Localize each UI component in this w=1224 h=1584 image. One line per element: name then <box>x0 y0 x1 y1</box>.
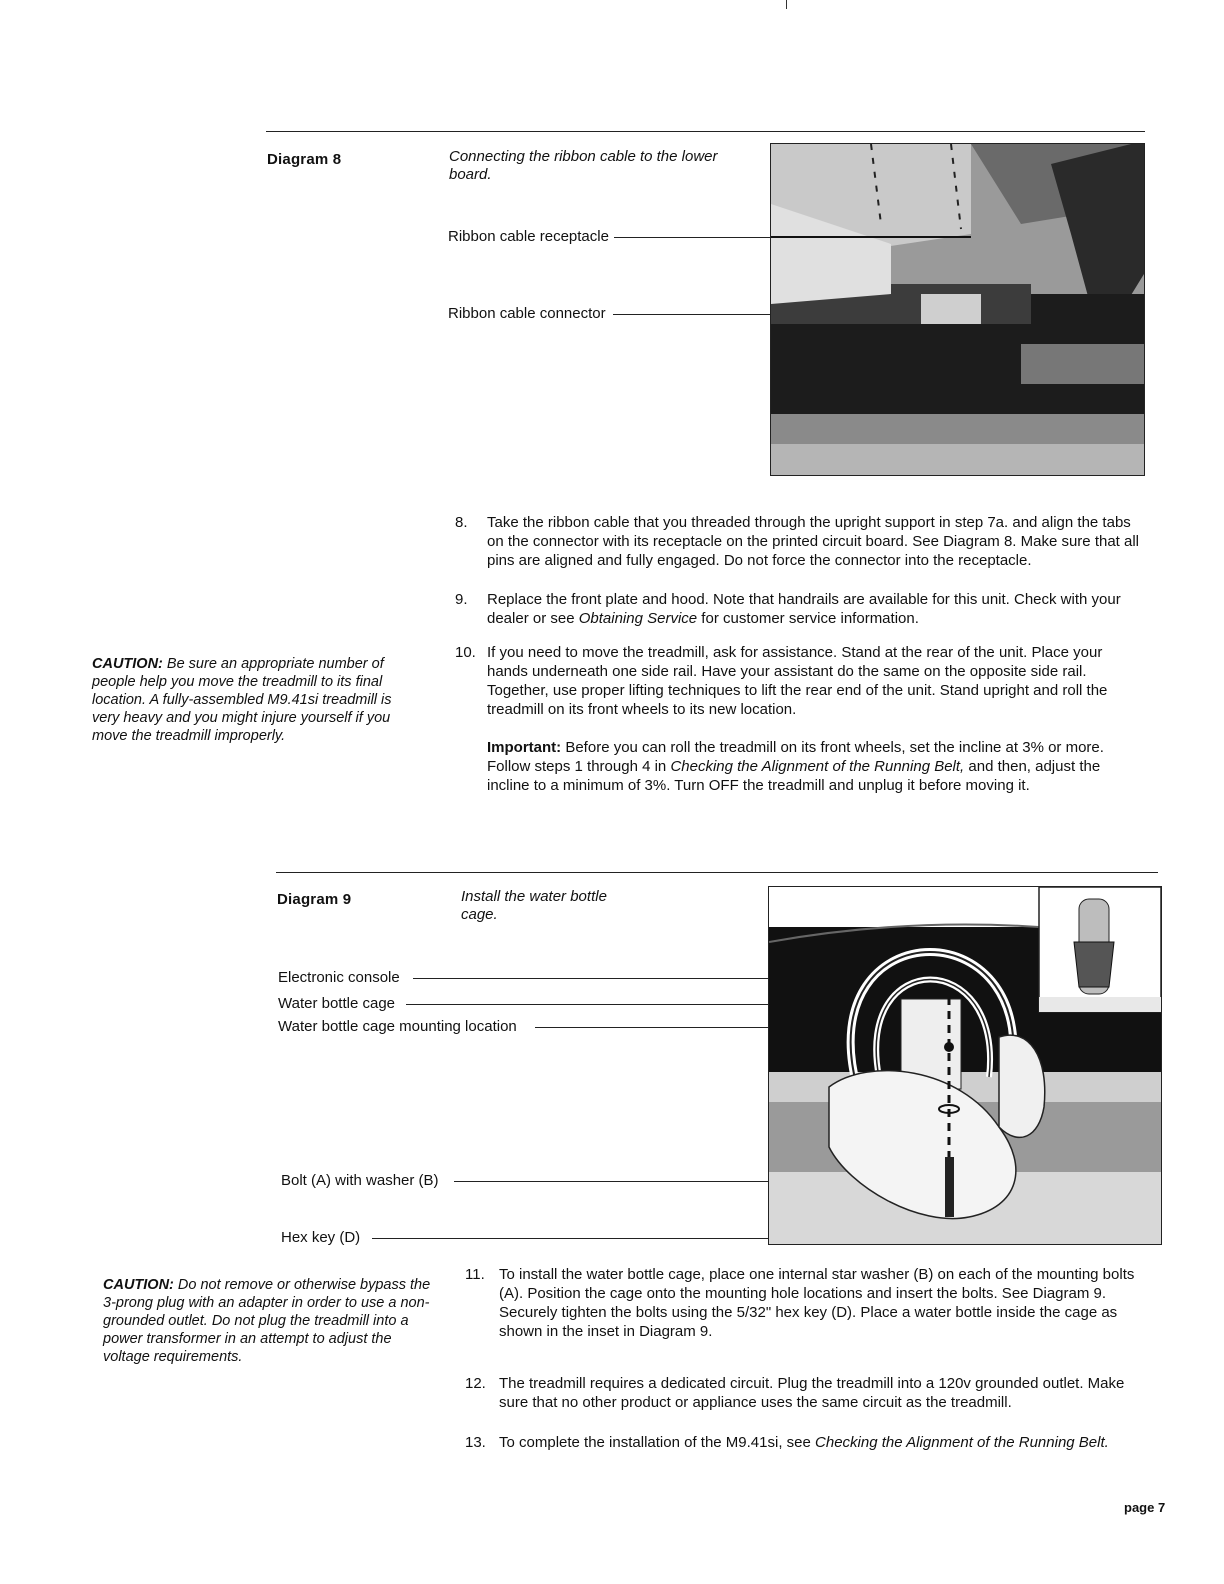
step-number: 8. <box>455 514 468 531</box>
step-number: 9. <box>455 591 468 608</box>
caution-moving <box>92 655 422 745</box>
leader-line <box>614 237 771 238</box>
obtaining-service-reference: Obtaining Service <box>578 610 698 627</box>
caution-label: CAUTION: <box>103 1277 174 1293</box>
leader-line <box>406 1004 768 1005</box>
label-water-bottle-cage: Water bottle cage <box>278 995 396 1012</box>
step-number: 10. <box>455 644 476 661</box>
alignment-reference: Checking the Alignment of the Running Belt. <box>815 1434 1109 1451</box>
caution-outlet <box>103 1276 438 1366</box>
step-text: The treadmill requires a dedicated circuit. Plug the treadmill into a 120v grounded outlet. Make sure that no other product or appliance uses the same circuit as the treadmill. <box>499 1375 1125 1411</box>
leader-line <box>535 1027 768 1028</box>
important-note <box>487 738 1145 795</box>
leader-line <box>613 314 771 315</box>
important-label: Important: <box>487 739 562 756</box>
diagram9-top-rule <box>276 872 1158 873</box>
diagram8-photo <box>770 143 1145 476</box>
diagram9-caption: Install the water bottle cage. <box>461 888 607 923</box>
step-text <box>487 590 1145 628</box>
step-text <box>499 1433 1155 1452</box>
step-number: 12. <box>465 1375 486 1392</box>
label-mounting-location: Water bottle cage mounting location <box>278 1018 517 1035</box>
label-ribbon-cable-receptacle: Ribbon cable receptacle <box>448 228 609 245</box>
leader-line <box>454 1181 768 1182</box>
page-number: page 7 <box>1124 1500 1166 1515</box>
step-text: To install the water bottle cage, place one internal star washer (B) on each of the mounting bolts (A). Position the cage onto the mounting hole locations and insert the bolts. See Diagram 9. Securely tighten the bolts using the 5/32" hex key (D). Place a water bottle inside the cage as shown in the inset in Diagram 9. <box>499 1266 1135 1340</box>
diagram9-photo <box>768 886 1162 1245</box>
step-text-part: Replace the front plate and hood. Note that handrails are available for this unit. Check with your dealer or see <box>487 591 1121 627</box>
caution-label: CAUTION: <box>92 656 163 672</box>
leader-line <box>372 1238 768 1239</box>
step-number: 13. <box>465 1434 486 1451</box>
label-hex-key: Hex key (D) <box>281 1229 361 1246</box>
water-bottle-cage-illustration <box>769 887 1161 1244</box>
ribbon-cable-photo-illustration <box>771 144 1144 475</box>
diagram8-top-rule <box>266 131 1145 132</box>
label-electronic-console: Electronic console <box>278 969 400 986</box>
leader-line <box>413 978 768 979</box>
diagram8-title: Diagram 8 <box>267 151 342 168</box>
caution-text: Be sure an appropriate number of people help you move the treadmill to its final location. A fully-assembled M9.41si treadmill is very heavy and you might injure yourself if you move the treadmill improperly. <box>92 656 392 744</box>
diagram9-title: Diagram 9 <box>277 891 352 908</box>
important-text: Before you can roll the treadmill on its front wheels, set the incline at 3% or more. Follow steps 1 through 4 in <box>487 739 1104 775</box>
step-text-part: for customer service information. <box>697 610 919 627</box>
label-ribbon-cable-connector: Ribbon cable connector <box>448 305 606 322</box>
caution-text: Do not remove or otherwise bypass the 3-prong plug with an adapter in order to use a non-grounded outlet. Do not plug the treadmill into a power transformer in an attempt to adjust the voltage requirements. <box>103 1277 431 1365</box>
step-text: Take the ribbon cable that you threaded through the upright support in step 7a. and align the tabs on the connector with its receptacle on the printed circuit board. See Diagram 8. Make sure that all pins are aligned and fully engaged. Do not force the connector into the receptacle. <box>487 514 1140 569</box>
step-number: 11. <box>465 1266 485 1283</box>
scan-mark <box>786 0 787 9</box>
label-bolt-washer: Bolt (A) with washer (B) <box>281 1172 439 1189</box>
step-text-part: To complete the installation of the M9.41si, see <box>499 1434 816 1451</box>
alignment-reference: Checking the Alignment of the Running Belt, <box>670 758 965 775</box>
diagram8-caption: Connecting the ribbon cable to the lower board. <box>449 148 718 183</box>
important-text: and then, adjust the incline to a minimum of 3%. Turn OFF the treadmill and unplug it before moving it. <box>487 758 1101 794</box>
step-text: If you need to move the treadmill, ask for assistance. Stand at the rear of the unit. Place your hands underneath one side rail. Have your assistant do the same on the opposite side rail. Together, use proper lifting techniques to lift the rear end of the unit. Stand upright and roll the treadmill on its front wheels to its new location. <box>487 644 1108 718</box>
